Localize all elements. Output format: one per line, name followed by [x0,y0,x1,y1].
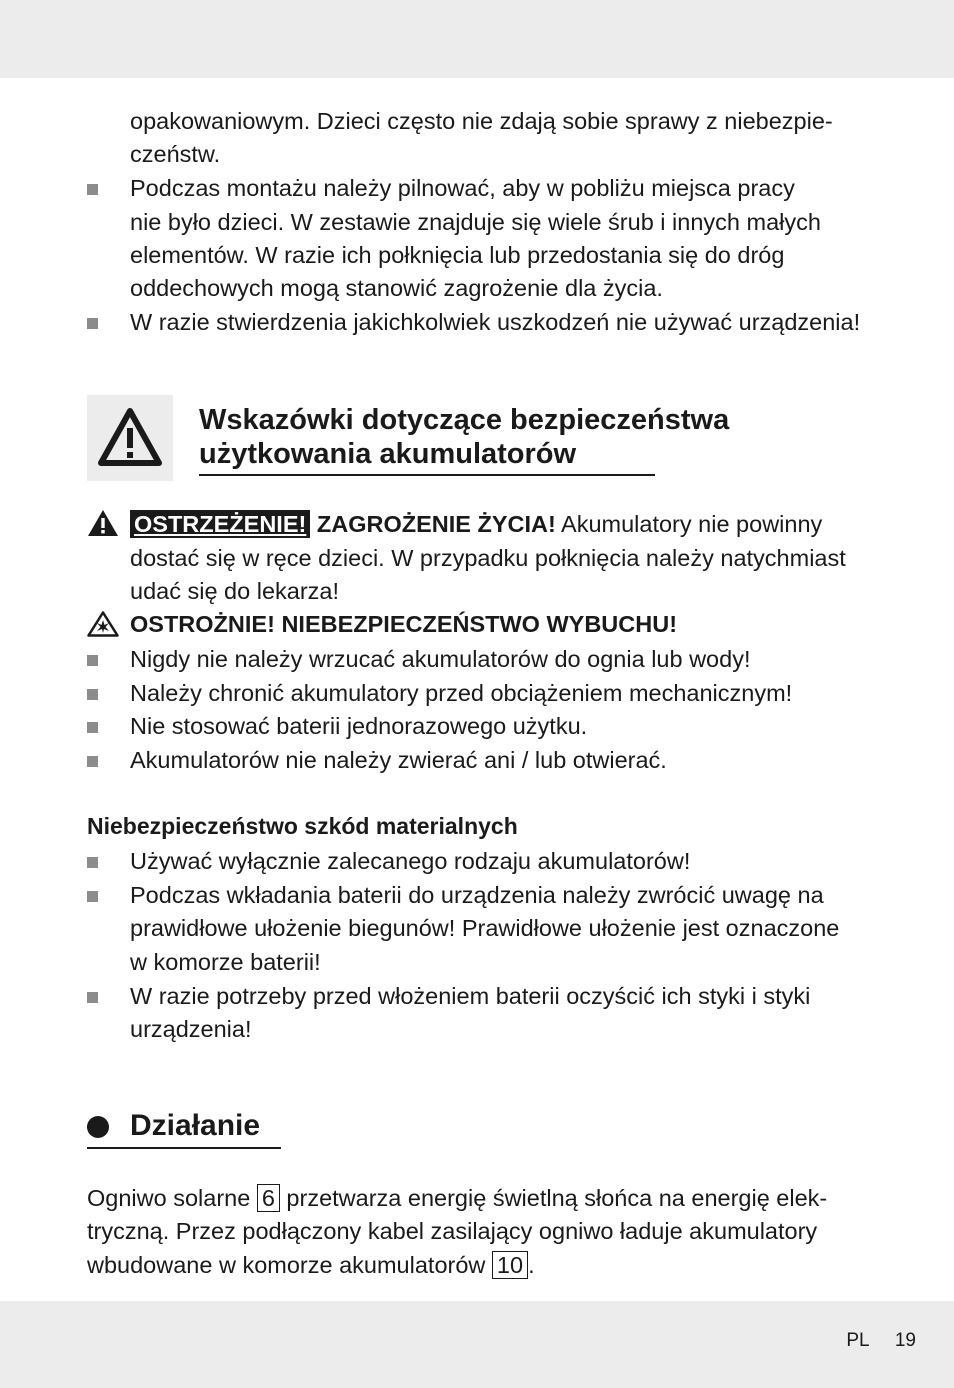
section-title-underline [199,474,655,476]
list-item-line: Akumulatorów nie należy zwierać ani / lub otwierać. [130,747,667,773]
paragraph-text: przetwarza energię świetlną słońca na energię elek- [279,1185,828,1211]
list-item-line: Nie stosować baterii jednorazowego użytku. [130,713,588,739]
warning-triangle-icon [87,509,119,537]
list-item-line: Podczas wkładania baterii do urządzenia należy zwrócić uwagę na [130,882,824,908]
bullet-marker [87,318,98,329]
list-item-line: elementów. W razie ich połknięcia lub przedostania się do dróg [130,242,785,268]
language-code: PL [846,1330,870,1351]
bullet-marker [87,857,98,868]
list-item-line: prawidłowe ułożenie biegunów! Prawidłowe ułożenie jest oznaczone [130,915,840,941]
section-title-line: użytkowania akumulatorów [199,438,577,470]
footer [846,1330,916,1352]
caution-headline: OSTROŻNIE! NIEBEZPIECZEŃSTWO WYBUCHU! [130,611,678,637]
list-item-line: urządzenia! [130,1016,252,1042]
paragraph-line [87,1249,535,1282]
section-title: Działanie [130,1109,261,1142]
section-title-underline [87,1147,281,1149]
bullet-marker [87,992,98,1003]
warning-line: dostać się w ręce dzieci. W przypadku połknięcia należy natychmiast [130,545,846,571]
list-item-line: Używać wyłącznie zalecanego rodzaju akumulatorów! [130,848,691,874]
warning-text: Akumulatory nie powinny [555,511,823,537]
list-item-line: oddechowych mogą stanowić zagrożenie dla życia. [130,275,663,301]
list-item-line: W razie potrzeby przed włożeniem baterii oczyścić ich styki i styki [130,983,811,1009]
warning-label: OSTRZEŻENIE! [130,510,310,538]
warning-line: udać się do lekarza! [130,578,340,604]
subsection-title: Niebezpieczeństwo szkód materialnych [87,813,518,839]
bullet-marker [87,655,98,666]
paragraph-text: . [528,1252,535,1278]
list-item-line: Podczas montażu należy pilnować, aby w pobliżu miejsca pracy [130,175,795,201]
paragraph-text: wbudowane w komorze akumulatorów [87,1252,492,1278]
paragraph-line [87,1182,827,1215]
page-number: 19 [894,1330,916,1351]
warning-first-line [130,508,822,541]
footer-band [0,1301,954,1388]
bullet-marker [87,184,98,195]
warning-headline: ZAGROŻENIE ŻYCIA! [316,511,556,537]
bullet-marker [87,722,98,733]
list-item-line: nie było dzieci. W zestawie znajduje się wiele śrub i innych małych [130,209,821,235]
section-bullet-dot [87,1116,109,1138]
explosion-warning-icon [87,611,119,637]
paragraph-text: Ogniwo solarne [87,1185,257,1211]
warning-triangle-icon [95,403,165,473]
part-reference: 6 [257,1184,280,1212]
bullet-marker [87,689,98,700]
section-icon-box [87,395,173,481]
list-item-line: Należy chronić akumulatory przed obciążeniem mechanicznym! [130,680,793,706]
part-reference: 10 [492,1251,528,1279]
list-item-line: W razie stwierdzenia jakichkolwiek uszkodzeń nie używać urządzenia! [130,309,861,335]
bullet-marker [87,891,98,902]
intro-line: opakowaniowym. Dzieci często nie zdają sobie sprawy z niebezpie- [130,108,833,134]
top-band [0,0,954,78]
list-item-line: w komorze baterii! [130,949,321,975]
intro-line: czeństw. [130,141,221,167]
section-title-line: Wskazówki dotyczące bezpieczeństwa [199,404,730,436]
paragraph-line: tryczną. Przez podłączony kabel zasilający ogniwo ładuje akumulatory [87,1218,818,1244]
bullet-marker [87,756,98,767]
list-item-line: Nigdy nie należy wrzucać akumulatorów do ognia lub wody! [130,646,751,672]
